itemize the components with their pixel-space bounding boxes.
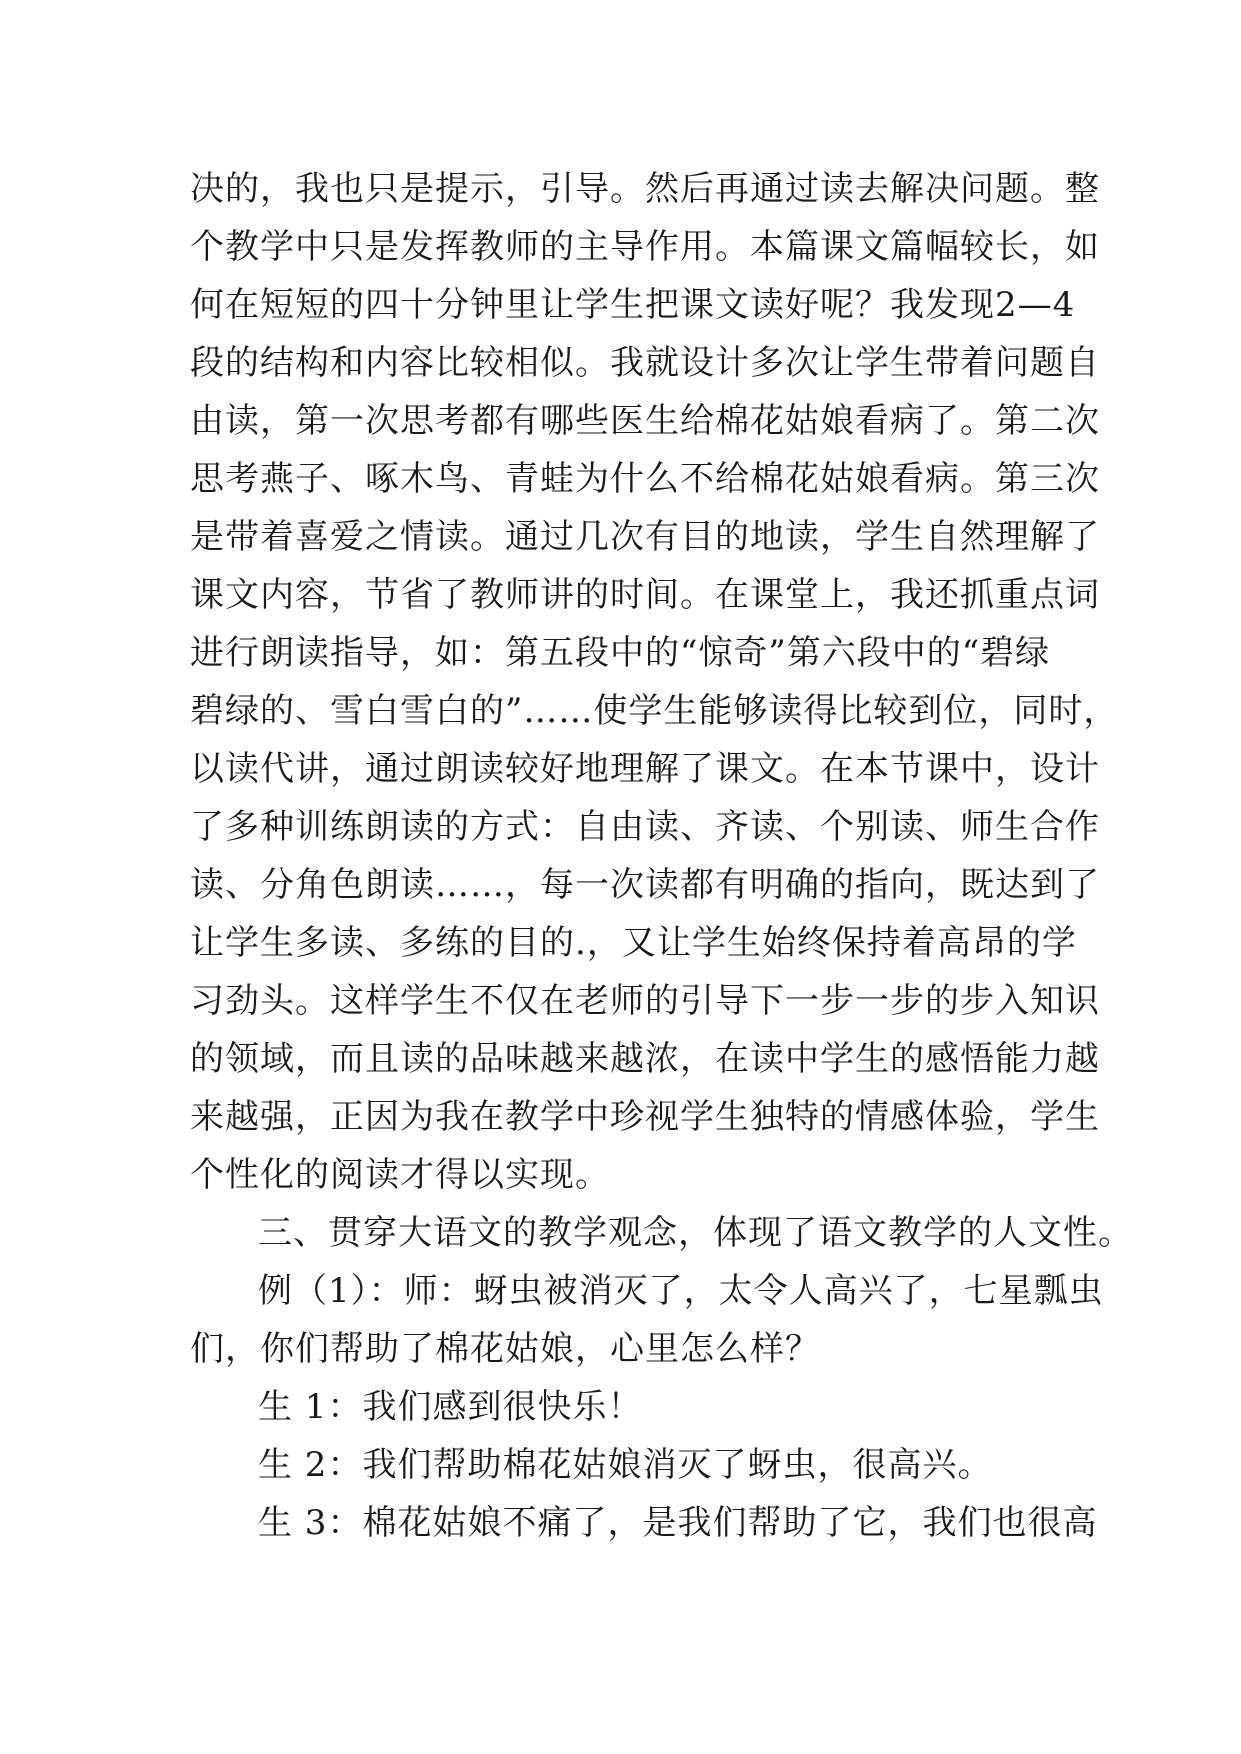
- text-line-11: 以 读 代 讲 ， 通 过 朗 读 较 好 地 理 解 了 课 文 。 在 本 节 课 中 ， 设 计: [190, 749, 1100, 789]
- student-3-reply: 生 3：棉花姑娘不痛了，是我们帮助了它，我们也很高: [258, 1503, 1098, 1543]
- example-1-line-2: 们，你们帮助了棉花姑娘，心里怎么样？: [190, 1329, 820, 1369]
- student-1-reply: 生 1：我们感到很快乐！: [258, 1387, 643, 1427]
- text-line-16: 的 领 域 ， 而 且 读 的 品 味 越 来 越 浓 ， 在 读 中 学 生 的 感 悟 能 力 越: [190, 1039, 1100, 1079]
- text-line-2: 个 教 学 中 只 是 发 挥 教 师 的 主 导 作 用 。 本 篇 课 文 篇 幅 较 长 ， 如: [190, 227, 1100, 267]
- text-line-18: 个性化的阅读才得以实现。: [190, 1155, 610, 1195]
- section-heading-3: 三、贯穿大语文的教学观念，体现了语文教学的人文性。: [258, 1213, 1133, 1253]
- text-line-17: 来 越 强 ， 正 因 为 我 在 教 学 中 珍 视 学 生 独 特 的 情 感 体 验 ， 学 生: [190, 1097, 1100, 1137]
- text-line-10: 碧 绿 的 、 雪 白 雪 白 的 ” … … 使 学 生 能 够 读 得 比 较 到 位 ， 同 时 ，: [190, 691, 1119, 731]
- text-line-9: 进 行 朗 读 指 导 ， 如 ： 第 五 段 中 的 “ 惊 奇 ” 第 六 段 中 的 “ 碧 绿: [190, 633, 1051, 673]
- text-line-13: 读 、 分 角 色 朗 读 … … ， 每 一 次 读 都 有 明 确 的 指 向 ， 既 达 到 了: [190, 865, 1100, 905]
- text-line-15: 习 劲 头 。 这 样 学 生 不 仅 在 老 师 的 引 导 下 一 步 一 步 的 步 入 知 识: [190, 981, 1100, 1021]
- student-2-reply: 生 2：我们帮助棉花姑娘消灭了蚜虫，很高兴。: [258, 1445, 993, 1485]
- example-1-line-1: 例（1）：师：蚜虫被消灭了，太令人高兴了，七星瓢虫: [258, 1271, 1104, 1311]
- text-line-14: 让 学 生 多 读 、 多 练 的 目 的 . ， 又 让 学 生 始 终 保 持 着 高 昂 的 学: [190, 923, 1077, 963]
- text-line-3: 何 在 短 短 的 四 十 分 钟 里 让 学 生 把 课 文 读 好 呢 ？ 我 发 现 2 — 4: [190, 285, 1076, 325]
- text-line-6: 思 考 燕 子 、 啄 木 鸟 、 青 蛙 为 什 么 不 给 棉 花 姑 娘 看 病 。 第 三 次: [190, 459, 1100, 499]
- text-line-1: 决 的 ， 我 也 只 是 提 示 ， 引 导 。 然 后 再 通 过 读 去 解 决 问 题 。 整: [190, 169, 1100, 209]
- document-body: [190, 160, 1133, 1552]
- text-line-4: 段 的 结 构 和 内 容 比 较 相 似 。 我 就 设 计 多 次 让 学 生 带 着 问 题 自: [190, 343, 1100, 383]
- text-line-7: 是 带 着 喜 爱 之 情 读 。 通 过 几 次 有 目 的 地 读 ， 学 生 自 然 理 解 了: [190, 517, 1100, 557]
- text-line-12: 了 多 种 训 练 朗 读 的 方 式 ： 自 由 读 、 齐 读 、 个 别 读 、 师 生 合 作: [190, 807, 1100, 847]
- text-line-5: 由 读 ， 第 一 次 思 考 都 有 哪 些 医 生 给 棉 花 姑 娘 看 病 了 。 第 二 次: [190, 401, 1100, 441]
- text-line-8: 课 文 内 容 ， 节 省 了 教 师 讲 的 时 间 。 在 课 堂 上 ， 我 还 抓 重 点 词: [190, 575, 1100, 615]
